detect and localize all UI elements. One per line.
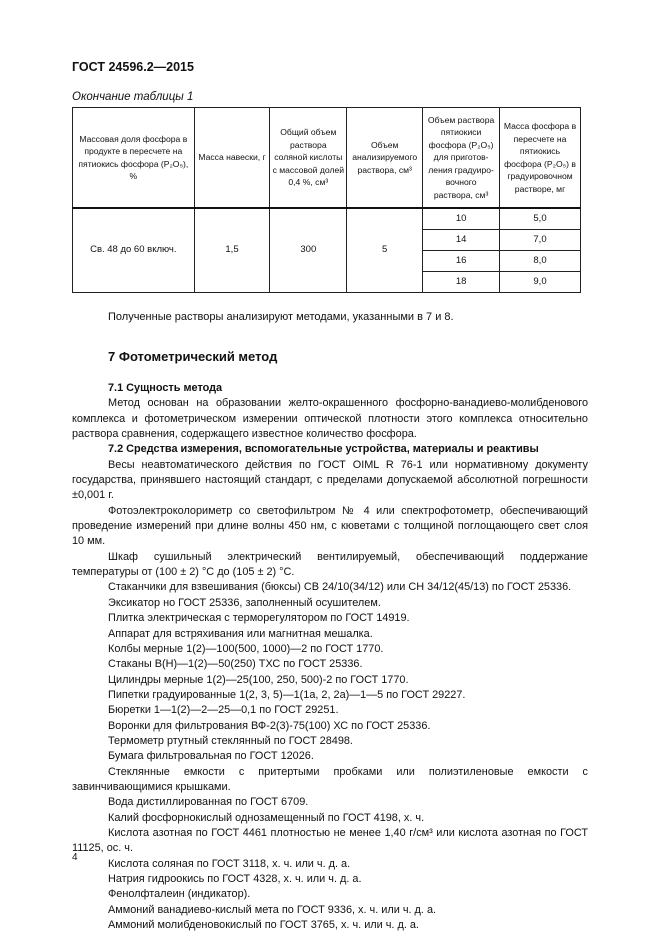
document-header: ГОСТ 24596.2—2015 (72, 60, 194, 74)
data-table (72, 107, 581, 293)
section-body (72, 381, 588, 933)
list-item: Цилиндры мерные 1(2)—25(100, 250, 500)-2 по ГОСТ 1770. (108, 673, 409, 686)
list-item: Бюретки 1—1(2)—2—25—0,1 по ГОСТ 29251. (108, 704, 339, 717)
list-item: Стеклянные емкости с притертыми пробками или полиэтиленовые емкости с завинчивающимися крышками. (72, 765, 588, 793)
table-cell: 8,0 (500, 251, 581, 272)
table-cell: 14 (423, 230, 500, 251)
table-cell: 18 (423, 272, 500, 293)
table-cell: 1,5 (194, 208, 270, 293)
column-header: Общий объем раствора соляной кислоты с массовой долей 0,4 %, см³ (270, 108, 347, 209)
table-cell: 10 (423, 208, 500, 230)
list-item: Калий фосфорнокислый однозамещенный по ГОСТ 4198, х. ч. (108, 811, 425, 824)
table-cell: Св. 48 до 60 включ. (73, 208, 195, 293)
column-header: Объем раствора пятиокиси фосфора (P₂O₅) для приготов-ления градуиро-вочного раствора, см³ (423, 108, 500, 209)
column-header: Объем анализируемого раствора, см³ (347, 108, 423, 209)
list-item: Весы неавтоматического действия по ГОСТ OIML R 76-1 или нормативному документу государства, принявшего настоящий стандарт, с пределами допускаемой абсолютной погрешности ±0,001 г. (72, 458, 588, 502)
list-item: Шкаф сушильный электрический вентилируемый, обеспечивающий поддержание температуры от (100 ± 2) °С до (105 ± 2) °С. (72, 550, 588, 579)
table-cell: 5 (347, 208, 423, 293)
table-cell: 5,0 (500, 208, 581, 230)
list-item: Пипетки градуированные 1(2, 3, 5)—1(1а, 2, 2а)—1—5 по ГОСТ 29227. (108, 688, 466, 701)
table-cell: 7,0 (500, 230, 581, 251)
list-item: Натрия гидроокись по ГОСТ 4328, х. ч. или ч. д. а. (108, 873, 362, 885)
list-item: Плитка электрическая с терморегулятором по ГОСТ 14919. (108, 612, 410, 625)
list-item: Фотоэлектроколориметр со светофильтром № 4 или спектрофотометр, обеспечивающий проведение измерений при длине волны 450 нм, с кюветами с толщиной поглощающего свет слоя 10 мм. (72, 504, 588, 548)
list-item: Эксикатор но ГОСТ 25336, заполненный осушителем. (108, 596, 381, 609)
table-header-row (73, 108, 581, 209)
list-item: Бумага фильтровальная по ГОСТ 12026. (108, 750, 314, 763)
list-item: Стаканчики для взвешивания (бюксы) СВ 24/10(34/12) или СН 34/12(45/13) по ГОСТ 25336. (108, 581, 572, 594)
equipment-list (72, 458, 588, 934)
column-header: Массовая доля фосфора в продукте в пересчете на пятиокись фосфора (P₂O₅), % (73, 108, 195, 209)
list-item: Кислота азотная по ГОСТ 4461 плотностью не менее 1,40 г/см³ или кислота азотная по ГОСТ 11125, ос. ч. (72, 826, 588, 855)
paragraph: Метод основан на образовании желто-окрашенного фосфорно-ванадиево-молибденового комплекса и фотометрическом измерении оптической плотности этого комплекса относительно раствора сравнения, содержащего известное количество фосфора. (72, 397, 588, 441)
list-item: Стаканы В(Н)—1(2)—50(250) ТХС по ГОСТ 25336. (108, 658, 363, 671)
table-caption: Окончание таблицы 1 (72, 91, 194, 103)
paragraph: Полученные растворы анализируют методами, указанными в 7 и 8. (108, 311, 454, 323)
column-header: Масса навески, г (194, 108, 270, 209)
list-item: Вода дистиллированная по ГОСТ 6709. (108, 796, 309, 809)
list-item: Колбы мерные 1(2)—100(500, 1000)—2 по ГОСТ 1770. (108, 642, 384, 655)
page-number: 4 (72, 852, 78, 863)
table-cell: 9,0 (500, 272, 581, 293)
section-heading: 7 Фотометрический метод (108, 349, 278, 364)
list-item: Аммоний ванадиево-кислый мета по ГОСТ 9336, х. ч. или ч. д. а. (108, 903, 437, 916)
column-header: Масса фосфора в пересчете на пятиокись фосфора (P₂O₅) в градуировочном растворе, мг (500, 108, 581, 209)
table-row (73, 208, 581, 230)
list-item: Термометр ртутный стеклянный по ГОСТ 28498. (108, 734, 353, 747)
table-cell: 16 (423, 251, 500, 272)
list-item: Воронки для фильтрования ВФ-2(3)-75(100) ХС по ГОСТ 25336. (108, 719, 431, 732)
list-item: Фенолфталеин (индикатор). (108, 888, 251, 901)
subsection-heading: 7.2 Средства измерения, вспомогательные устройства, материалы и реактивы (108, 443, 539, 456)
subsection-heading: 7.1 Сущность метода (108, 382, 223, 394)
list-item: Кислота соляная по ГОСТ 3118, х. ч. или ч. д. а. (108, 857, 351, 870)
list-item: Аммоний молибденовокислый по ГОСТ 3765, х. ч. или ч. д. а. (108, 919, 419, 932)
table-cell: 300 (270, 208, 347, 293)
list-item: Аппарат для встряхивания или магнитная мешалка. (108, 627, 373, 640)
